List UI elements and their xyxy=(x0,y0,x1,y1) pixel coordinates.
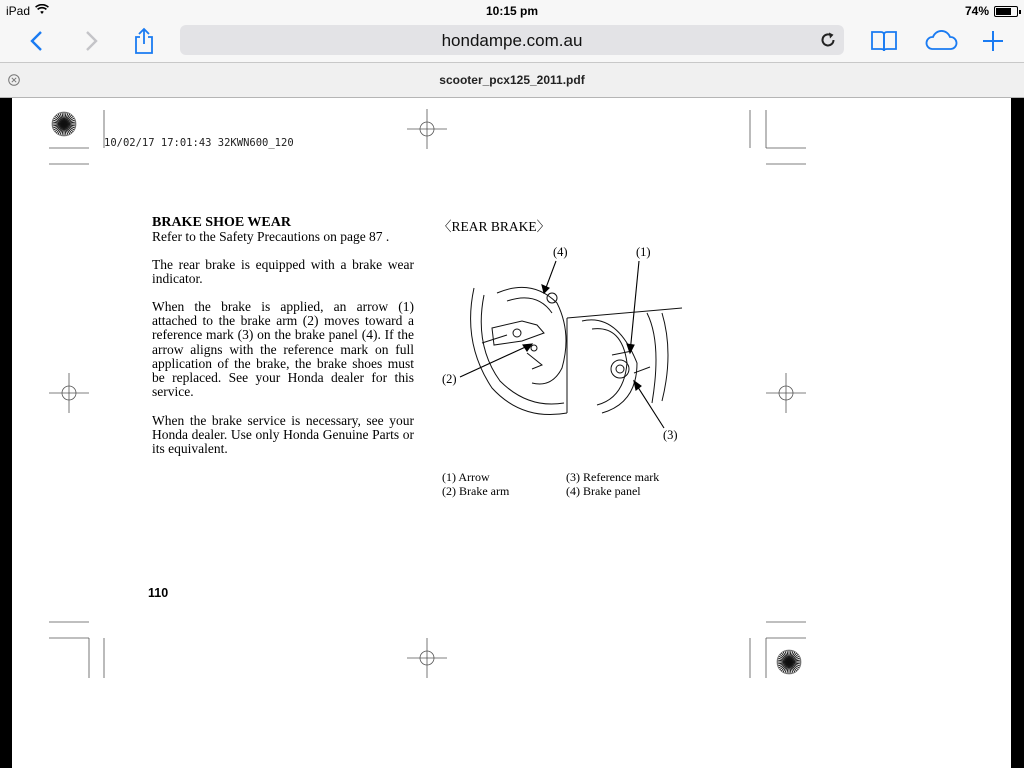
battery-percent: 74% xyxy=(964,4,989,18)
status-bar xyxy=(0,0,1024,22)
paragraph-1: The rear brake is equipped with a brake wear indicator. xyxy=(152,257,414,287)
new-tab-button[interactable] xyxy=(978,26,1008,56)
leader-2 xyxy=(460,344,532,377)
paragraph-3: When the brake service is necessary, see your Honda dealer. Use only Honda Genuine Parts or its equivalent. xyxy=(152,413,414,457)
address-bar[interactable] xyxy=(180,25,844,55)
back-icon xyxy=(29,29,45,53)
legend-col-2 xyxy=(566,470,659,498)
legend-item-reference-mark: (3) Reference mark xyxy=(566,470,660,484)
battery-fill xyxy=(996,8,1011,15)
legend-item-brake-panel: (4) Brake panel xyxy=(566,484,641,498)
callout-2: (2) xyxy=(442,372,457,386)
callout-4: (4) xyxy=(553,245,568,259)
share-button[interactable] xyxy=(129,26,159,56)
figure-title: 〈REAR BRAKE〉 xyxy=(438,219,551,234)
new-tab-icon xyxy=(981,29,1005,53)
tab-title[interactable]: scooter_pcx125_2011.pdf xyxy=(439,73,585,87)
bookmarks-button[interactable] xyxy=(868,26,900,56)
icloud-tabs-button[interactable] xyxy=(922,26,960,56)
reload-icon[interactable] xyxy=(818,30,838,50)
print-stamp: 10/02/17 17:01:43 32KWN600_120 xyxy=(104,137,294,149)
section-heading: BRAKE SHOE WEAR xyxy=(152,215,291,230)
leader-1 xyxy=(630,261,639,353)
legend-item-arrow: (1) Arrow xyxy=(442,470,490,484)
clock: 10:15 pm xyxy=(485,4,539,18)
callout-leaders xyxy=(12,98,1011,768)
paragraph-2: When the brake is applied, an arrow (1) attached to the brake arm (2) moves toward a reference mark (3) on the brake panel (4). If the arrow aligns with the reference mark on full application of the brake, the brake shoes must be replaced. See your Honda dealer for this service. xyxy=(152,299,414,400)
intro-text: Refer to the Safety Precautions on page 87 . xyxy=(152,229,390,244)
battery-icon xyxy=(994,6,1018,17)
url-text: hondampe.com.au xyxy=(441,31,583,50)
status-right xyxy=(965,4,1018,18)
bookmarks-icon xyxy=(870,29,898,53)
forward-button[interactable] xyxy=(76,26,106,56)
device-name: iPad xyxy=(6,4,31,18)
callout-3: (3) xyxy=(663,428,678,442)
page-number: 110 xyxy=(148,586,169,600)
pdf-page[interactable] xyxy=(12,98,1011,768)
icloud-tabs-icon xyxy=(923,29,959,53)
legend-item-brake-arm: (2) Brake arm xyxy=(442,484,510,498)
back-button[interactable] xyxy=(22,26,52,56)
share-icon xyxy=(132,27,156,55)
browser-toolbar xyxy=(0,22,1024,62)
tab-bar xyxy=(0,62,1024,98)
forward-icon xyxy=(83,29,99,53)
legend-col-1 xyxy=(442,470,509,498)
callout-1: (1) xyxy=(636,245,651,259)
